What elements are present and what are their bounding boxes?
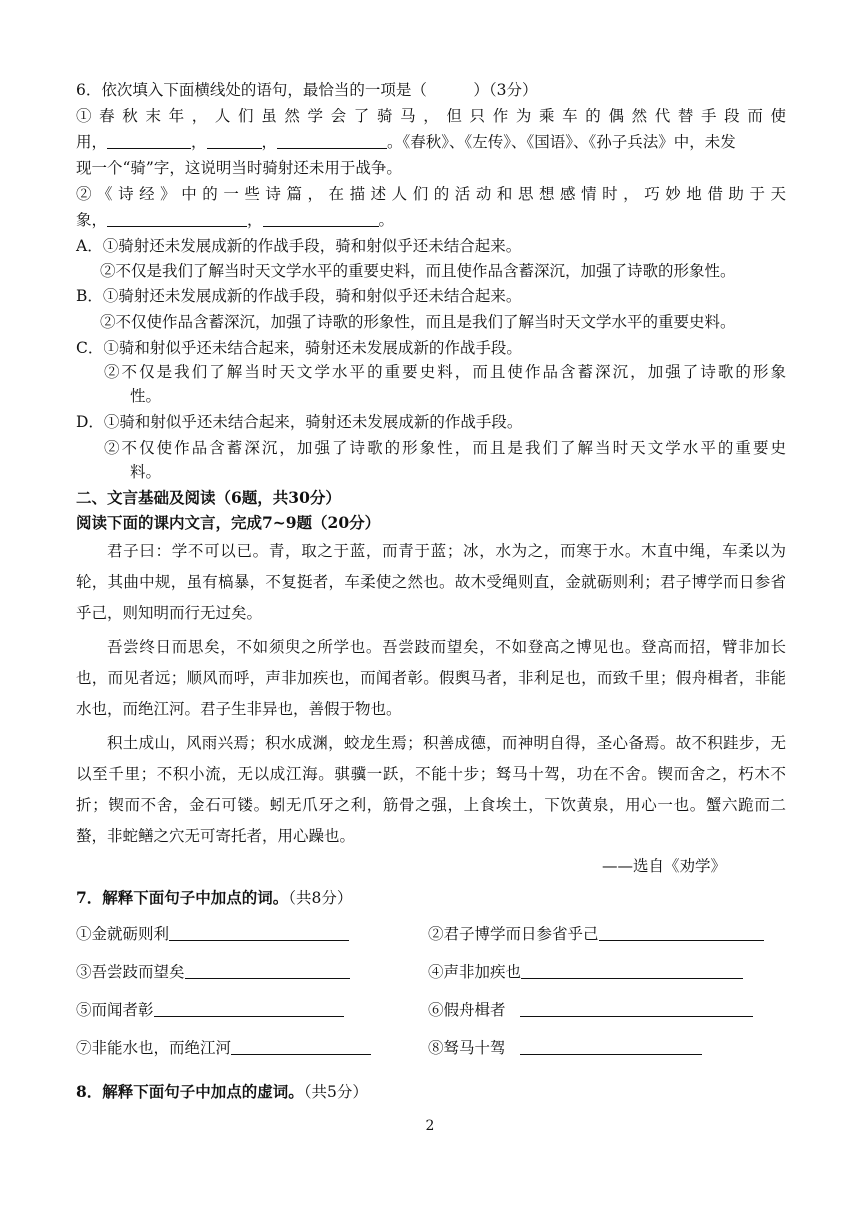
q6-stem: 6．依次填入下面横线处的语句，最恰当的一项是（ ）（3分） — [76, 81, 538, 99]
q7-item-4: ④声非加疾也 — [428, 960, 743, 984]
q6-option-d-1[interactable]: D．①骑和射似乎还未结合起来，骑射还未发展成新的作战手段。 — [76, 413, 523, 431]
q7-item-1: ①金就砺则利 — [76, 922, 349, 946]
answer-blank[interactable] — [521, 962, 743, 979]
q6-item1-line2: 用， ， ， 。《春秋》、《左传》、《国语》、《孙子兵法》中，未发 — [76, 133, 736, 151]
q6-item2-line1: ②《诗经》中的一些诗篇，在描述人们的活动和思想感情时，巧妙地借助于天 — [76, 185, 786, 203]
q6-item1-line1: ①春秋末年，人们虽然学会了骑马，但只作为乘车的偶然代替手段而使 — [76, 107, 786, 125]
answer-blank[interactable] — [599, 924, 764, 941]
answer-blank[interactable] — [277, 132, 387, 149]
answer-blank[interactable] — [154, 1000, 344, 1017]
answer-blank[interactable] — [107, 132, 191, 149]
q7-item-8: ⑧驽马十驾 — [428, 1036, 702, 1060]
answer-blank[interactable] — [231, 1038, 371, 1055]
q6-option-c-2-cont: 性。 — [130, 387, 162, 405]
q6-option-c-2: ②不仅是我们了解当时天文学水平的重要史料，而且使作品含蓄深沉，加强了诗歌的形象 — [104, 363, 786, 381]
q7-heading: 7．解释下面句子中加点的词。（共8分） — [76, 888, 353, 907]
q6-item2-line2: 象， ， 。 — [76, 211, 395, 229]
answer-blank[interactable] — [169, 924, 349, 941]
q6-option-b-2: ②不仅使作品含蓄深沉，加强了诗歌的形象性，而且是我们了解当时天文学水平的重要史料。 — [100, 313, 736, 331]
q7-item-5: ⑤而闻者彰 — [76, 998, 344, 1022]
q7-item-6: ⑥假舟楫者 — [428, 998, 753, 1022]
q7-item-3: ③吾尝跂而望矣 — [76, 960, 350, 984]
passage-paragraph-3: 积土成山，风雨兴焉；积水成渊，蛟龙生焉；积善成德，而神明自得，圣心备焉。故不积跬步，无以至千里；不积小流，无以成江海。骐骥一跃，不能十步；驽马十驾，功在不舍。锲而舍之，朽木不折；锲而不舍，金石可镂。蚓无爪牙之利，筋骨之强，上食埃土，下饮黄泉，用心一也。蟹六跪而二螯，非蛇鳝之穴无可寄托者，用心躁也。 — [76, 734, 786, 845]
q6-option-a-2: ②不仅是我们了解当时天文学水平的重要史料，而且使作品含蓄深沉，加强了诗歌的形象性。 — [100, 262, 736, 280]
answer-blank[interactable] — [520, 1038, 702, 1055]
q6-option-d-2: ②不仅使作品含蓄深沉，加强了诗歌的形象性，而且是我们了解当时天文学水平的重要史 — [104, 439, 786, 457]
q8-heading: 8．解释下面句子中加点的虚词。（共5分） — [76, 1082, 368, 1101]
passage-paragraph-1: 君子曰：学不可以已。青，取之于蓝，而青于蓝；冰，水为之，而寒于水。木直中绳，车柔以为轮，其曲中规，虽有槁暴，不复挺者，车柔使之然也。故木受绳则直，金就砺则利；君子博学而日参省乎己，则知明而行无过矣。 — [76, 542, 786, 622]
q6-option-c-1[interactable]: C．①骑和射似乎还未结合起来，骑射还未发展成新的作战手段。 — [76, 339, 522, 357]
q6-option-a-1[interactable]: A．①骑射还未发展成新的作战手段，骑和射似乎还未结合起来。 — [76, 237, 522, 255]
passage-paragraph-2: 吾尝终日而思矣，不如须臾之所学也。吾尝跂而望矣，不如登高之博见也。登高而招，臂非加长也，而见者远；顺风而呼，声非加疾也，而闻者彰。假舆马者，非利足也，而致千里；假舟楫者，非能水也，而绝江河。君子生非异也，善假于物也。 — [76, 638, 786, 718]
q6-option-b-1[interactable]: B．①骑射还未发展成新的作战手段，骑和射似乎还未结合起来。 — [76, 287, 522, 305]
answer-blank[interactable] — [107, 210, 247, 227]
answer-blank[interactable] — [185, 962, 350, 979]
answer-blank[interactable] — [207, 132, 262, 149]
answer-blank[interactable] — [263, 210, 379, 227]
answer-blank[interactable] — [520, 1000, 753, 1017]
section-heading: 二、文言基础及阅读（6题，共30分） — [76, 488, 341, 507]
reading-instruction: 阅读下面的课内文言，完成7~9题（20分） — [76, 513, 381, 532]
q7-item-2: ②君子博学而日参省乎己 — [428, 922, 764, 946]
q6-item1-line3: 现一个“骑”字，这说明当时骑射还未用于战争。 — [76, 159, 402, 177]
q6-option-d-2-cont: 料。 — [130, 463, 162, 481]
q7-item-7: ⑦非能水也，而绝江河 — [76, 1036, 371, 1060]
passage-source: ——选自《劝学》 — [601, 857, 726, 875]
page-number: 2 — [425, 1118, 435, 1134]
